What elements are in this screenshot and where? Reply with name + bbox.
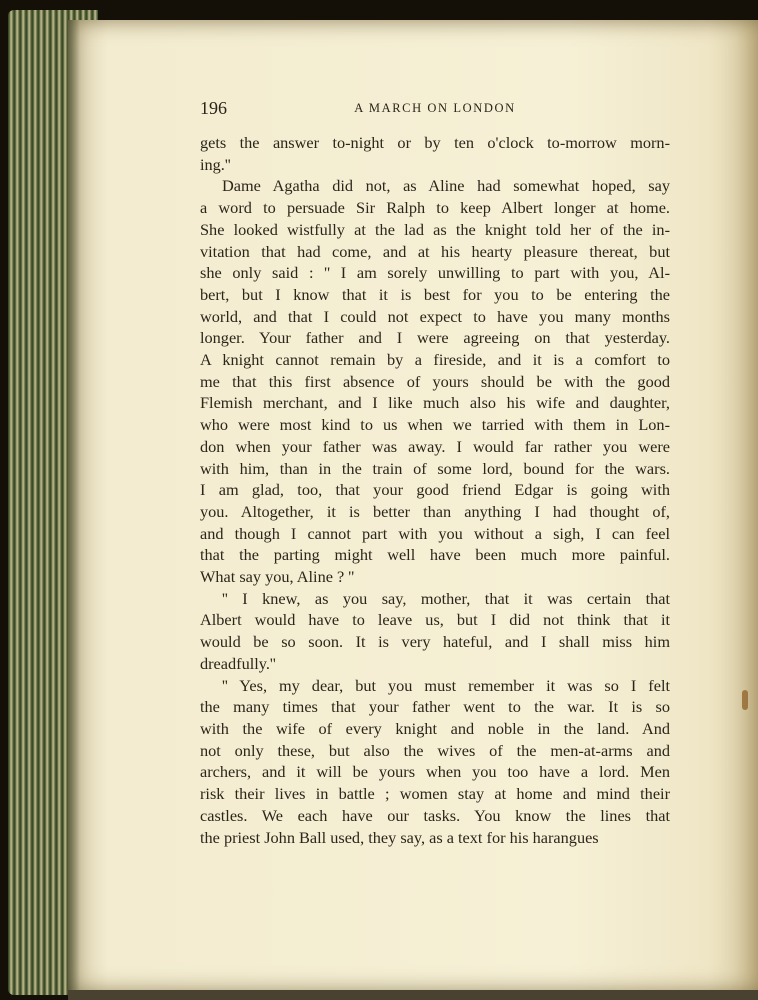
text-line: bert, but I know that it is best for you to be entering the <box>200 284 670 304</box>
page-header <box>200 96 670 124</box>
text-line: with him, than in the train of some lord, bound for the wars. <box>200 458 670 478</box>
text-line: Dame Agatha did not, as Aline had somewhat hoped, say <box>222 176 670 196</box>
text-line: ing.'' <box>200 154 231 174</box>
text-line: I am glad, too, that your good friend Edgar is going with <box>200 480 670 500</box>
text-line: dreadfully.'' <box>200 653 276 673</box>
text-line: Flemish merchant, and I like much also his wife and daughter, <box>200 393 670 413</box>
text-line: What say you, Aline ? '' <box>200 567 355 587</box>
text-line: who were most kind to us when we tarried with them in Lon- <box>200 415 670 435</box>
text-line: a word to persuade Sir Ralph to keep Albert longer at home. <box>200 198 670 218</box>
text-line: and though I cannot part with you without a sigh, I can feel <box>200 523 670 543</box>
text-line: world, and that I could not expect to have you many months <box>200 306 670 326</box>
text-line: risk their lives in battle ; women stay at home and mind their <box>200 784 670 804</box>
body-text <box>200 132 670 848</box>
text-line: the many times that your father went to the war. It is so <box>200 697 670 717</box>
page-number: 196 <box>200 98 227 118</box>
text-line: don when your father was away. I would far rather you were <box>200 436 670 456</box>
text-line: She looked wistfully at the lad as the knight told her of the in- <box>200 219 670 239</box>
spine-shadow <box>68 20 80 992</box>
text-line: that the parting might well have been much more painful. <box>200 545 670 565</box>
text-line: '' Yes, my dear, but you must remember it was so I felt <box>222 675 670 695</box>
text-line: with the wife of every knight and noble in the land. And <box>200 718 670 738</box>
text-line: gets the answer to-night or by ten o'clock to-morrow morn- <box>200 133 670 152</box>
text-line: vitation that had come, and at his hearty pleasure thereat, but <box>200 241 670 261</box>
page-stain <box>742 690 748 710</box>
text-line: the priest John Ball used, they say, as a text for his harangues <box>200 827 599 847</box>
text-line: she only said : '' I am sorely unwilling to part with you, Al- <box>200 263 670 283</box>
text-line: A knight cannot remain by a fireside, and it is a comfort to <box>200 350 670 370</box>
running-title: A MARCH ON LONDON <box>354 101 516 115</box>
text-line: you. Altogether, it is better than anything I had thought of, <box>200 501 670 521</box>
text-line: would be so soon. It is very hateful, and I shall miss him <box>200 632 670 652</box>
text-line: longer. Your father and I were agreeing on that yesterday. <box>200 328 670 348</box>
text-line: Albert would have to leave us, but I did not think that it <box>200 610 670 630</box>
text-line: archers, and it will be yours when you too have a lord. Men <box>200 762 670 782</box>
text-line: castles. We each have our tasks. You know the lines that <box>200 805 670 825</box>
text-line: '' I knew, as you say, mother, that it was certain that <box>222 588 670 608</box>
text-line: me that this first absence of yours should be with the good <box>200 371 670 391</box>
bottom-edge <box>68 990 758 1000</box>
text-line: not only these, but also the wives of the men-at-arms and <box>200 740 670 760</box>
